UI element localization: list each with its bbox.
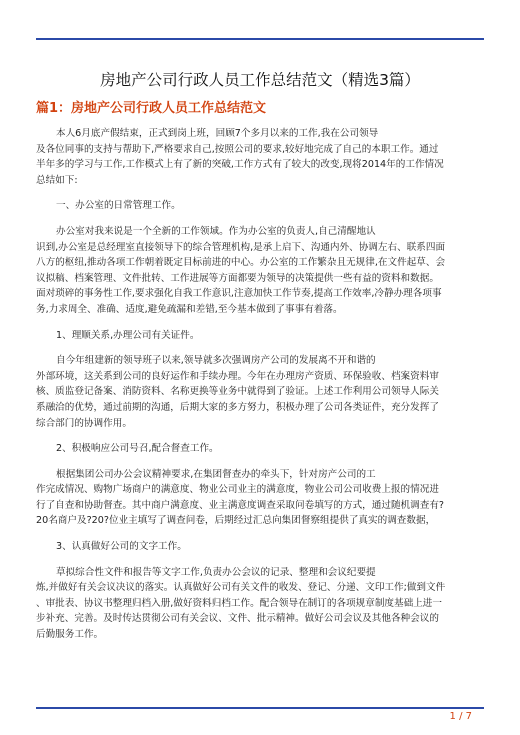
text-line: 根据集团公司办公会议精神要求,在集团督查办的牵头下，针对房产公司的工 (56, 468, 376, 480)
text-line: 本人6月底产假结束，正式到岗上班，回顾7个多月以来的工作,我在公司领导 (56, 128, 379, 139)
text-line: 作完成情况、购物广场商户的满意度、物业公司业主的满意度，物业公司公司收费上报的情况进 (36, 484, 439, 496)
text-line: 务,力求周全、准确、适度,避免疏漏和差错,至今基本做到了事事有着落。 (36, 303, 343, 315)
section-heading: 篇1：房地产公司行政人员工作总结范文 (36, 101, 267, 116)
text-line: 草拟综合性文件和报告等文字工作,负责办公会议的记录、整理和会议纪要提 (56, 566, 376, 578)
text-line: 、审批表、协议书整理归档入册,做好资料归档工作。配合领导在制订的各项规章制度基础上进一 (36, 597, 442, 609)
text-line: 后勤服务工作。 (36, 629, 104, 641)
text-line: 自今年组建新的领导班子以来,领导就多次强调房产公司的发展离不开和谐的 (56, 355, 376, 367)
text-line: 总结如下: (36, 174, 78, 186)
text-line: 面对琐碎的事务性工作,要求强化自我工作意识,注意加快工作节奏,提高工作效率,冷静办理各项事 (36, 288, 442, 300)
text-line: 八方的枢纽,推动各项工作朝着既定目标前进的中心。办公室的工作繁杂且无规律,在文件起草、会 (36, 257, 446, 269)
paragraph-gap (36, 431, 486, 441)
text-line: 2、积极响应公司号召,配合督查工作。 (56, 443, 219, 455)
text-line: 半年多的学习与工作,工作模式上有了新的突破,工作方式有了较大的改变,现将2014年的工作情况 (36, 159, 444, 171)
text-line: 3、认真做好公司的文字工作。 (56, 541, 187, 553)
text-line: 20名商户及?20?位业主填写了调查问卷，后期经过汇总向集团督察组提供了真实的调查数据， (36, 515, 436, 527)
text-line: 步补充、完善。及时传达贯彻公司有关会议、文件、批示精神。做好公司会议及其他各种会议的 (36, 613, 439, 625)
bottom-rule (36, 707, 484, 709)
text-line: 及各位同事的支持与帮助下,严格要求自己,按照公司的要求,较好地完成了自己的本职工作。通过 (36, 143, 439, 155)
text-line: 议拟稿、档案管理、文件批转、工作进展等方面都要为领导的决策提供一些有益的资料和数据。 (36, 272, 439, 284)
paragraph-gap (36, 555, 486, 565)
paragraph-gap (36, 343, 486, 353)
text-line: 核、质监登记备案、消防资料、名称更换等业务中就得到了验证。上述工作利用公司领导人际关 (36, 386, 439, 398)
text-line: 一、办公室的日常管理工作。 (56, 200, 181, 212)
text-line: 系融洽的优势，通过前期的沟通，后期大家的多方努力，积极办理了公司各类证件，充分发挥了 (36, 401, 439, 413)
paragraph-gap (36, 457, 486, 467)
text-line: 炼,并做好有关会议决议的落实。认真做好公司有关文件的收发、登记、分递、文印工作;做到文件 (36, 582, 446, 594)
text-line: 识到,办公室是总经理室直接领导下的综合管理机构,是承上启下、沟通内外、协调左右、联系四面 (36, 241, 446, 253)
text-line: 行了自查和协助督查。其中商户满意度、业主满意度调查采取问卷填写的方式，通过随机调查有? (36, 499, 445, 511)
paragraph-gap (36, 188, 486, 198)
text-line: 外部环境，这关系到公司的良好运作和手续办理。今年在办理房产资质、环保验收、档案资料审 (36, 370, 439, 382)
top-rule (36, 38, 484, 40)
page-indicator: 1 / 7 (449, 711, 472, 722)
paragraph-gap (36, 529, 486, 539)
text-line: 办公室对我来说是一个全新的工作领域。作为办公室的负责人,自己清醒地认 (56, 225, 376, 237)
text-line: 1、理顺关系,办理公司有关证件。 (56, 329, 200, 341)
paragraph-gap (36, 318, 486, 328)
paragraph-gap (36, 214, 486, 224)
document-body (36, 126, 486, 643)
text-line: 综合部门的协调作用。 (36, 417, 132, 429)
document-title: 房地产公司行政人员工作总结范文（精选3篇） (100, 71, 420, 89)
